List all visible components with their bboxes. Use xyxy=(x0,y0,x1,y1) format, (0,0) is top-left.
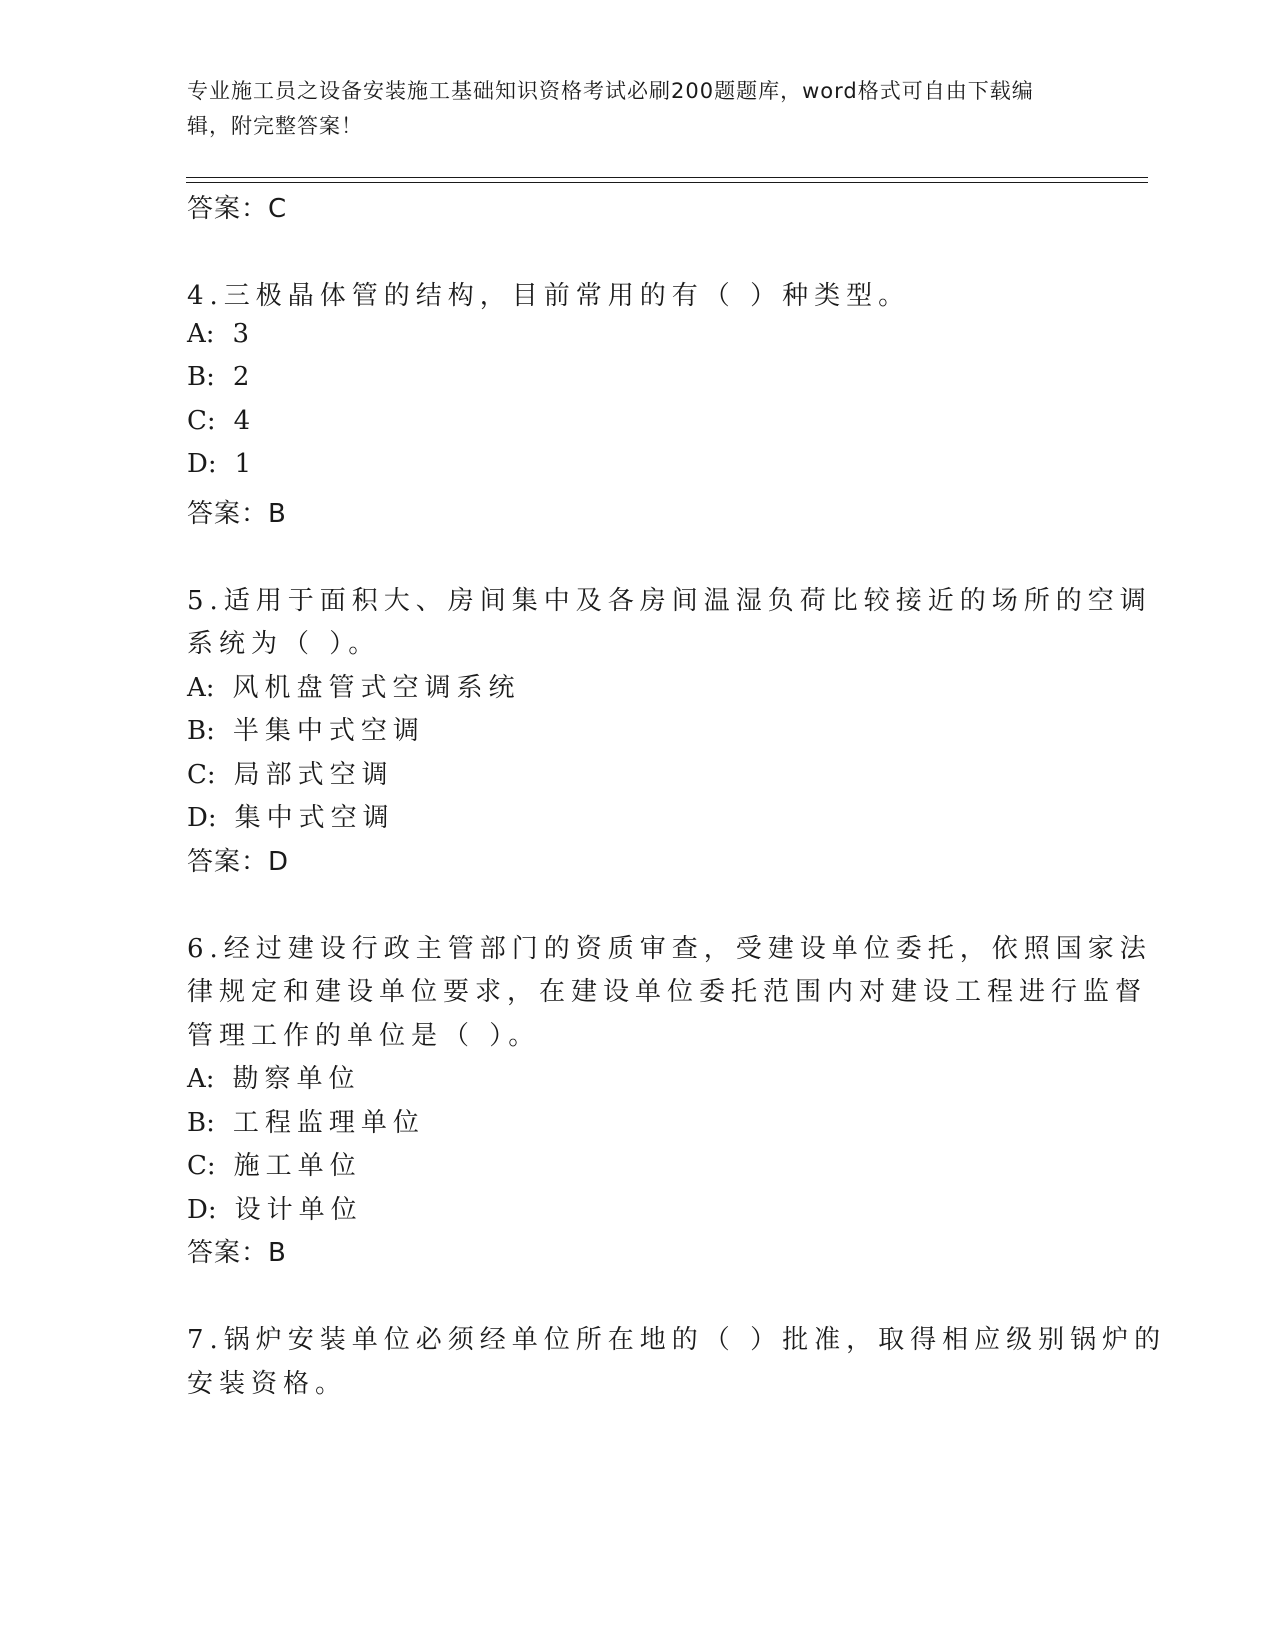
question-6-text-line-2: 律规定和建设单位要求，在建设单位委托范围内对建设工程进行监督 xyxy=(187,977,1148,1007)
question-4-option-d: D: 1 xyxy=(187,449,258,479)
question-5-option-d: D: 集中式空调 xyxy=(187,803,395,833)
document-header-title: 专业施工员之设备安装施工基础知识资格考试必刷200题题库，word格式可自由下载编辑，附完整答案！ xyxy=(187,79,1034,138)
question-5-text-line-2: 系统为（ ）。 xyxy=(187,629,381,659)
question-6-option-c: C: 施工单位 xyxy=(187,1151,362,1181)
question-4-option-c: C: 4 xyxy=(187,406,257,436)
question-6-text-line-3: 管理工作的单位是（ ）。 xyxy=(187,1021,541,1051)
question-6-option-d: D: 设计单位 xyxy=(187,1195,363,1225)
question-5-option-a: A: 风机盘管式空调系统 xyxy=(187,673,521,703)
question-6-text-line-1: 6.经过建设行政主管部门的资质审查，受建设单位委托，依照国家法 xyxy=(187,934,1152,964)
question-6-option-a: A: 勘察单位 xyxy=(187,1064,361,1094)
question-4-option-b: B: 2 xyxy=(187,362,256,392)
question-5-option-b: B: 半集中式空调 xyxy=(187,716,425,746)
question-7-text-line-1: 7.锅炉安装单位必须经单位所在地的（ ）批准，取得相应级别锅炉的 xyxy=(187,1325,1167,1355)
answer-q4: 答案：B xyxy=(187,499,287,529)
answer-q5: 答案：D xyxy=(187,847,290,877)
question-5-text-line-1: 5.适用于面积大、房间集中及各房间温湿负荷比较接近的场所的空调 xyxy=(187,586,1152,616)
header-divider-top xyxy=(186,177,1148,178)
answer-q6: 答案：B xyxy=(187,1238,287,1268)
question-7-text-line-2: 安装资格。 xyxy=(187,1369,348,1399)
question-5-option-c: C: 局部式空调 xyxy=(187,760,394,790)
question-4-text: 4.三极晶体管的结构，目前常用的有（ ）种类型。 xyxy=(187,281,911,311)
header-divider-bottom xyxy=(186,182,1148,183)
question-6-option-b: B: 工程监理单位 xyxy=(187,1108,425,1138)
answer-q3: 答案：C xyxy=(187,194,288,224)
question-4-option-a: A: 3 xyxy=(187,319,256,349)
